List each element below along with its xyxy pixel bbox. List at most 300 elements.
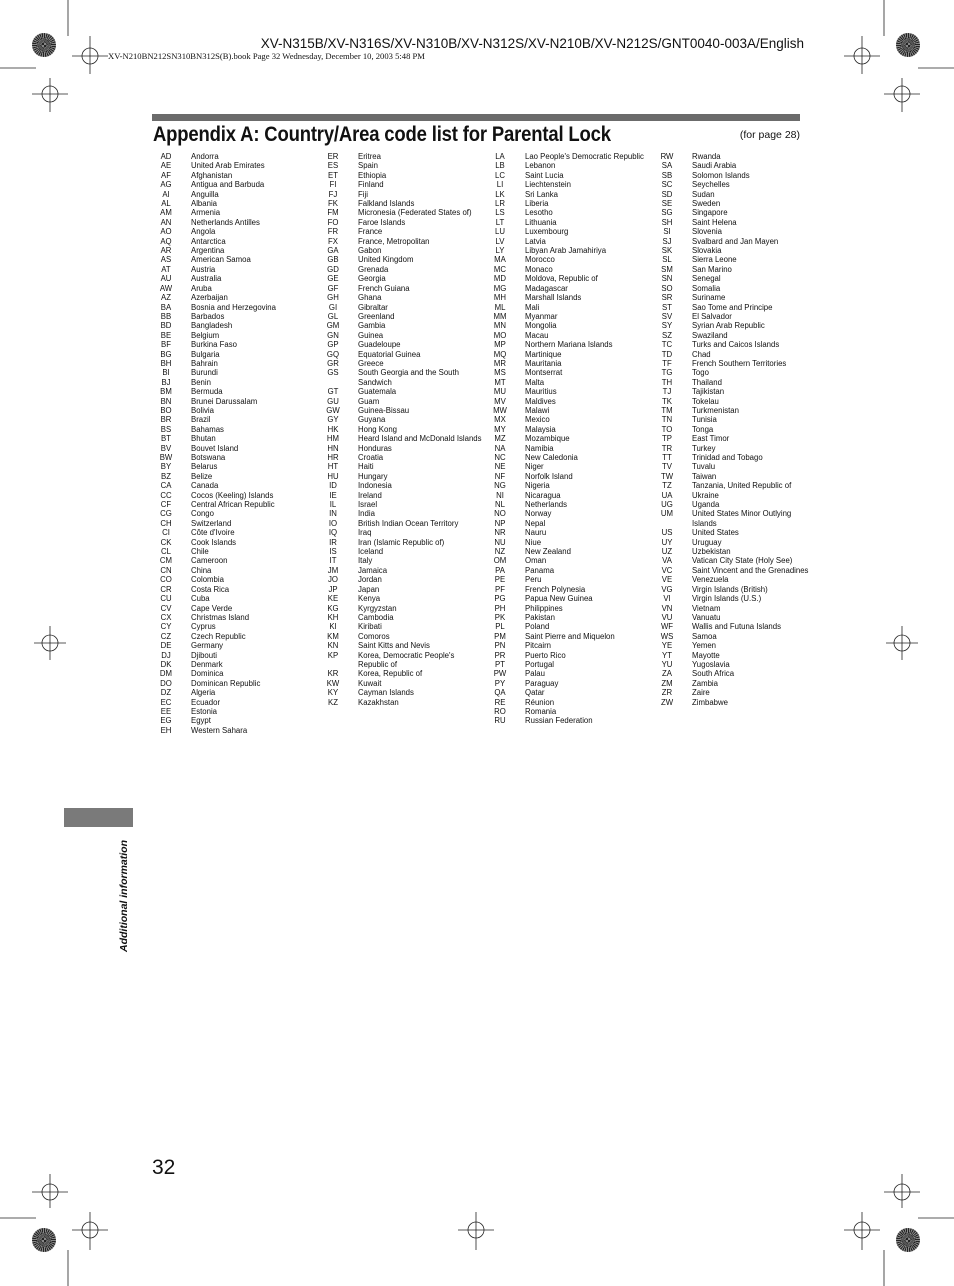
country-code: ZW (660, 697, 674, 707)
country-code: SB (661, 170, 673, 180)
country-name: San Marino (692, 264, 732, 274)
country-code: CA (160, 481, 172, 491)
country-code: KY (327, 688, 339, 698)
country-code: FI (329, 180, 337, 190)
country-code: ER (327, 152, 339, 161)
country-code: MC (493, 264, 507, 274)
country-name: Lithuania (525, 217, 557, 227)
country-name: Peru (525, 575, 542, 585)
country-name: Argentina (191, 246, 225, 256)
country-code: SG (661, 208, 673, 218)
country-name: Bouvet Island (191, 443, 239, 453)
country-name: Congo (191, 509, 214, 519)
country-code: FJ (328, 189, 338, 199)
country-code: UZ (661, 547, 673, 557)
country-code: TM (661, 405, 673, 415)
country-name: Thailand (692, 377, 722, 387)
country-name: France, Metropolitan (358, 236, 430, 246)
country-code: AE (160, 161, 172, 171)
country-code: TF (662, 358, 672, 368)
country-name: Malawi (525, 405, 550, 415)
country-code: BS (160, 424, 172, 434)
country-code: MU (493, 387, 507, 397)
country-code: EG (160, 716, 172, 726)
country-name: Zambia (692, 678, 718, 688)
country-name: Mali (525, 302, 540, 312)
country-code: MO (493, 330, 507, 340)
country-name: Mauritania (525, 358, 562, 368)
country-code: ML (494, 302, 506, 312)
country-name: French Guiana (358, 283, 410, 293)
country-name: Cocos (Keeling) Islands (191, 490, 274, 500)
country-name: Turks and Caicos Islands (692, 340, 780, 350)
country-code: SD (661, 189, 673, 199)
country-code: ID (329, 481, 337, 491)
country-code: KN (327, 641, 339, 651)
country-code: NC (494, 453, 506, 462)
country-name: Aruba (191, 283, 212, 293)
country-code: HT (327, 462, 339, 472)
country-name: Virgin Islands (U.S.) (692, 594, 762, 604)
country-code: KR (327, 669, 339, 679)
country-code: NA (494, 443, 506, 453)
country-name: New Zealand (525, 547, 571, 557)
page-heading: Appendix A: Country/Area code list for Parental Lock (153, 122, 611, 146)
country-name: Hong Kong (358, 424, 398, 434)
country-name: France (358, 227, 383, 237)
country-code: VA (662, 556, 672, 566)
country-code: UG (661, 500, 673, 510)
country-code: VI (663, 594, 671, 604)
country-code: MY (494, 424, 506, 434)
country-name: Saint Kitts and Nevis (358, 641, 430, 651)
country-code: MA (494, 255, 506, 265)
country-name: Finland (358, 180, 384, 190)
country-name: South Georgia and the South Sandwich (358, 368, 460, 387)
country-name: Iran (Islamic Republic of) (358, 537, 445, 547)
country-code: JP (328, 584, 338, 594)
country-name: Russian Federation (525, 716, 593, 726)
country-name: Iceland (358, 547, 384, 557)
country-code: OM (493, 556, 507, 566)
country-code: CH (160, 518, 172, 528)
country-code: RE (494, 697, 506, 707)
country-code: AN (160, 217, 172, 227)
country-code: GL (327, 311, 339, 321)
country-name: Haiti (358, 462, 374, 472)
country-name: Wallis and Futuna Islands (692, 622, 781, 632)
country-code: ZA (662, 669, 672, 679)
country-code: BV (160, 443, 172, 453)
country-name: Cook Islands (191, 537, 237, 547)
country-name: Romania (525, 706, 557, 716)
country-code: HK (327, 424, 339, 434)
country-name: Swaziland (692, 330, 728, 340)
country-name: Bahrain (191, 358, 218, 368)
country-code: BA (160, 302, 172, 312)
country-code: GF (327, 283, 339, 293)
country-code: ZM (661, 678, 673, 688)
country-name: Ireland (358, 490, 382, 500)
country-name: Togo (692, 368, 709, 378)
country-name: Belgium (191, 330, 220, 340)
country-code: PM (494, 631, 506, 641)
country-name: Indonesia (358, 481, 392, 491)
country-code: SV (661, 311, 673, 321)
country-code: MP (494, 340, 506, 350)
country-name: Australia (191, 274, 222, 284)
country-name: Vanuatu (692, 612, 721, 622)
country-name: Sudan (692, 189, 715, 199)
country-name: British Indian Ocean Territory (358, 518, 459, 528)
country-code: MZ (494, 434, 506, 444)
country-name: Dominican Republic (191, 678, 261, 688)
country-name: Somalia (692, 283, 721, 293)
country-name: Seychelles (692, 180, 730, 190)
country-name: Heard Island and McDonald Islands (358, 434, 482, 444)
country-name: Bangladesh (191, 321, 233, 331)
country-name: Guadeloupe (358, 340, 401, 350)
country-name: Bulgaria (191, 349, 220, 359)
country-name: Rwanda (692, 152, 721, 161)
country-name: Solomon Islands (692, 170, 750, 180)
country-code: AQ (160, 236, 172, 246)
country-code: FK (328, 199, 338, 209)
country-name: Panama (525, 565, 555, 575)
country-name: Fiji (358, 189, 368, 199)
country-name: Afghanistan (191, 170, 233, 180)
country-code: AL (161, 199, 171, 209)
country-name: Niger (525, 462, 544, 472)
country-name: Côte d'Ivoire (191, 528, 235, 538)
country-code: LV (495, 236, 505, 246)
country-name: Comoros (358, 631, 390, 641)
country-name: Moldova, Republic of (525, 274, 598, 284)
country-name: Greenland (358, 311, 395, 321)
country-name: Eritrea (358, 152, 381, 161)
country-code: CO (160, 575, 172, 585)
country-name: French Southern Territories (692, 358, 787, 368)
country-code: GH (327, 293, 339, 303)
country-name: Botswana (191, 453, 226, 462)
country-code: SO (661, 283, 673, 293)
country-code: GN (327, 330, 339, 340)
country-code: CY (160, 622, 172, 632)
country-name: Svalbard and Jan Mayen (692, 236, 779, 246)
country-name: Pakistan (525, 612, 555, 622)
country-code: SZ (662, 330, 672, 340)
country-name: Equatorial Guinea (358, 349, 421, 359)
for-page-reference: (for page 28) (739, 129, 800, 141)
country-name: Hungary (358, 471, 388, 481)
country-name: Kenya (358, 594, 381, 604)
country-code: AT (161, 264, 171, 274)
country-name: Brunei Darussalam (191, 396, 258, 406)
country-code: GY (327, 415, 339, 425)
country-name: Kyrgyzstan (358, 603, 397, 613)
country-code: FX (328, 236, 338, 246)
country-code: YT (662, 650, 672, 660)
country-name: Tanzania, United Republic of (692, 481, 792, 491)
country-code: WF (660, 622, 674, 632)
country-name: Saint Lucia (525, 170, 564, 180)
country-name: Germany (191, 641, 224, 651)
country-name: Brazil (191, 415, 211, 425)
country-code: SY (661, 321, 673, 331)
country-code: SJ (662, 236, 672, 246)
country-code: SR (661, 293, 673, 303)
country-name: Qatar (525, 688, 545, 698)
country-code: PT (495, 659, 505, 669)
country-name: French Polynesia (525, 584, 586, 594)
country-code: NO (494, 509, 506, 519)
country-code: GB (327, 255, 339, 265)
country-name: Myanmar (525, 311, 558, 321)
country-code: AR (160, 246, 172, 256)
country-code: HR (327, 453, 339, 462)
country-name: Maldives (525, 396, 556, 406)
country-name: Samoa (692, 631, 717, 641)
country-code: TC (661, 340, 673, 350)
country-name: Cuba (191, 594, 210, 604)
country-code: LI (496, 180, 504, 190)
country-code: RO (494, 706, 506, 716)
country-name: Jordan (358, 575, 382, 585)
country-code: GM (326, 321, 340, 331)
country-name: Antarctica (191, 236, 226, 246)
country-code: SE (661, 199, 673, 209)
registration-circle-bottom-right (896, 1228, 920, 1252)
country-code: AD (160, 152, 172, 161)
country-code: BR (160, 415, 172, 425)
registration-circle-top-right (896, 33, 920, 57)
country-code: LS (495, 208, 505, 218)
country-code: GW (326, 405, 340, 415)
country-name: Turkey (692, 443, 716, 453)
country-name: Portugal (525, 659, 555, 669)
country-code: CN (160, 565, 172, 575)
country-code: PG (494, 594, 506, 604)
country-code: GP (327, 340, 339, 350)
country-name: Malaysia (525, 424, 556, 434)
country-name: Bahamas (191, 424, 224, 434)
country-code: IT (329, 556, 337, 566)
country-code: MH (493, 293, 507, 303)
country-name: Cape Verde (191, 603, 233, 613)
country-name: Saudi Arabia (692, 161, 737, 171)
country-name: Luxembourg (525, 227, 569, 237)
country-code: NE (494, 462, 506, 472)
country-code: ET (328, 170, 338, 180)
country-name: Yugoslavia (692, 659, 730, 669)
country-code: SI (663, 227, 671, 237)
country-code: HM (326, 434, 340, 444)
country-code: LC (495, 170, 505, 180)
country-code: AM (160, 208, 172, 218)
country-code: LB (495, 161, 505, 171)
country-name: Gambia (358, 321, 386, 331)
country-code: DM (159, 669, 173, 679)
country-name: Cyprus (191, 622, 216, 632)
registration-circle-bottom-left (32, 1228, 56, 1252)
country-code: TK (662, 396, 672, 406)
country-name: Falkland Islands (358, 199, 415, 209)
country-code: LR (495, 199, 505, 209)
country-code: JM (327, 565, 339, 575)
country-name: Kazakhstan (358, 697, 399, 707)
country-code: RW (660, 152, 674, 161)
country-name: Latvia (525, 236, 546, 246)
country-code: AZ (161, 293, 171, 303)
country-name: Cayman Islands (358, 688, 414, 698)
country-code: LA (495, 152, 505, 161)
country-name: Ecuador (191, 697, 221, 707)
book-info-line: XV-N210BN212SN310BN312S(B).book Page 32 Wednesday, December 10, 2003 5:48 PM (108, 51, 425, 61)
country-name: Jamaica (358, 565, 388, 575)
country-code: YE (661, 641, 673, 651)
country-name: Faroe Islands (358, 217, 406, 227)
country-name: Nauru (525, 528, 547, 538)
country-name: Saint Helena (692, 217, 737, 227)
country-code: SM (661, 264, 673, 274)
country-name: Bosnia and Herzegovina (191, 302, 276, 312)
country-name: Canada (191, 481, 219, 491)
country-name: Mexico (525, 415, 550, 425)
country-code: NF (494, 471, 506, 481)
country-code: GU (327, 396, 339, 406)
country-name: New Caledonia (525, 453, 578, 462)
country-name: Micronesia (Federated States of) (358, 208, 472, 218)
country-code: ES (327, 161, 339, 171)
country-code: GS (327, 368, 339, 378)
country-code: TR (661, 443, 673, 453)
country-code: BG (160, 349, 172, 359)
country-name: Western Sahara (191, 725, 248, 735)
country-name: East Timor (692, 434, 730, 444)
country-name: Martinique (525, 349, 562, 359)
country-code: AS (160, 255, 172, 265)
country-name: Chile (191, 547, 209, 557)
country-name: Zimbabwe (692, 697, 728, 707)
country-code: DE (160, 641, 172, 651)
country-code: CM (159, 556, 173, 566)
country-name: Guyana (358, 415, 386, 425)
country-name: Guinea (358, 330, 384, 340)
country-code: MR (493, 358, 507, 368)
country-name: Trinidad and Tobago (692, 453, 763, 462)
country-code: TH (661, 377, 673, 387)
country-name: Christmas Island (191, 612, 250, 622)
country-name: Burundi (191, 368, 218, 378)
country-name: Netherlands Antilles (191, 217, 260, 227)
country-code: BN (160, 396, 172, 406)
country-name: Slovakia (692, 246, 722, 256)
country-name: Italy (358, 556, 373, 566)
country-name: Nigeria (525, 481, 550, 491)
country-name: Guinea-Bissau (358, 405, 410, 415)
country-code: SL (662, 255, 672, 265)
country-name: Mozambique (525, 434, 570, 444)
country-code: JO (328, 575, 338, 585)
country-name: Mayotte (692, 650, 720, 660)
country-code: UY (661, 537, 673, 547)
country-code: VC (661, 565, 673, 575)
country-code: LU (495, 227, 505, 237)
country-code: GT (327, 387, 339, 397)
country-name: Gabon (358, 246, 382, 256)
country-code: DO (160, 678, 172, 688)
country-name: United Arab Emirates (191, 161, 265, 171)
country-code: BM (160, 387, 172, 397)
country-name: Oman (525, 556, 547, 566)
country-code: GD (327, 264, 339, 274)
registration-circle-top-left (32, 33, 56, 57)
country-code: GR (327, 358, 339, 368)
country-code: YU (661, 659, 673, 669)
country-code: IO (328, 518, 338, 528)
country-name: Monaco (525, 264, 553, 274)
country-code: TG (661, 368, 673, 378)
country-code: CV (160, 603, 172, 613)
country-name: Czech Republic (191, 631, 246, 641)
country-name: Yemen (692, 641, 716, 651)
country-name: Poland (525, 622, 550, 632)
country-name: Georgia (358, 274, 386, 284)
country-name: Tonga (692, 424, 714, 434)
country-name: China (191, 565, 212, 575)
country-name: Ukraine (692, 490, 719, 500)
country-code: ZR (661, 688, 673, 698)
country-name: Spain (358, 161, 378, 171)
country-code: AO (160, 227, 172, 237)
country-name: Syrian Arab Republic (692, 321, 765, 331)
country-code: AG (160, 180, 172, 190)
page-number: 32 (152, 1156, 176, 1179)
country-code: KG (327, 603, 339, 613)
country-name: United States Minor Outlying Islands (692, 509, 792, 528)
country-name: Burkina Faso (191, 340, 237, 350)
country-name: Andorra (191, 152, 219, 161)
country-name: Saint Vincent and the Grenadines (692, 565, 809, 575)
country-name: Bermuda (191, 387, 223, 397)
country-name: Croatia (358, 453, 384, 462)
country-name: Saint Pierre and Miquelon (525, 631, 615, 641)
country-code: CR (160, 584, 172, 594)
country-name: Switzerland (191, 518, 232, 528)
country-name: Korea, Democratic People's Republic of (358, 650, 455, 669)
country-code: PW (493, 669, 507, 679)
country-name: Zaire (692, 688, 710, 698)
country-name: Taiwan (692, 471, 717, 481)
country-code: PK (494, 612, 506, 622)
country-code: NR (494, 528, 506, 538)
country-code: EE (160, 706, 172, 716)
country-name: Réunion (525, 697, 555, 707)
country-code: CG (160, 509, 172, 519)
country-name: Tokelau (692, 396, 719, 406)
country-name: Namibia (525, 443, 554, 453)
country-code: NI (496, 490, 504, 500)
country-name: Cameroon (191, 556, 228, 566)
country-name: Japan (358, 584, 380, 594)
country-code: BT (161, 434, 171, 444)
country-code: TV (662, 462, 672, 472)
country-code: TN (661, 415, 673, 425)
country-name: Liechtenstein (525, 180, 571, 190)
country-code: SN (661, 274, 673, 284)
country-code: BJ (161, 377, 171, 387)
country-code: SK (661, 246, 673, 256)
